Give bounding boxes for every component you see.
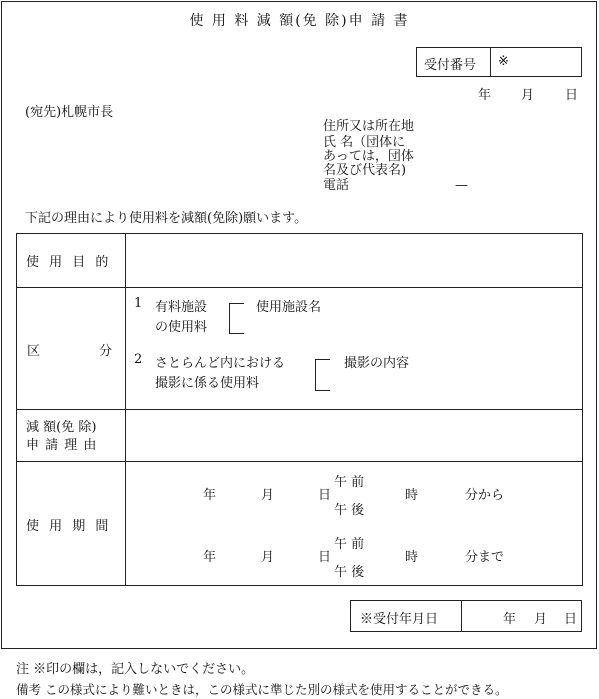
purpose-label: 使 用 目 的 — [26, 255, 112, 270]
receipt-date-label: ※受付年月日 — [360, 612, 439, 627]
receipt-number-divider — [490, 47, 491, 77]
receipt-number-label: 受付番号 — [424, 58, 477, 73]
phone-dash: — — [455, 178, 468, 193]
option2-line2: 撮影に係る使用料 — [155, 376, 260, 391]
category-label-right: 分 — [99, 344, 113, 359]
address-label: 住所又は所在地 — [323, 119, 415, 134]
period-to-month[interactable]: 月 — [261, 550, 275, 565]
period-from-hour[interactable]: 時 — [405, 488, 419, 503]
name-label-line2: あっては，団体 — [323, 149, 414, 164]
table-row-divider-1 — [16, 287, 583, 288]
name-label-line1: 氏 名（団体に — [323, 135, 406, 150]
phone-label: 電話 — [323, 178, 350, 193]
table-row-divider-3 — [16, 461, 583, 462]
period-from-year[interactable]: 年 — [203, 488, 217, 503]
option1-detail: 使用施設名 — [256, 300, 322, 315]
purpose-input-cell[interactable] — [127, 235, 581, 285]
date-year[interactable]: 年 — [478, 88, 492, 103]
date-day[interactable]: 日 — [565, 88, 579, 103]
reason-label-line1: 減 額(免 除) — [26, 420, 97, 435]
option1-bracket-bottom — [229, 316, 244, 334]
option1-line1: 有料施設 — [155, 300, 208, 315]
period-to-minute[interactable]: 分まで — [465, 550, 505, 565]
category-label-left: 区 — [27, 344, 41, 359]
addressee: (宛先)札幌市長 — [25, 105, 114, 120]
reason-label-line2: 申 請 理 由 — [26, 438, 98, 453]
footnote-note: 注 ※印の欄は，記入しないでください。 — [16, 662, 255, 677]
option2-detail: 撮影の内容 — [344, 356, 410, 371]
table-row-divider-2 — [16, 409, 583, 410]
option2-bracket-bottom — [315, 372, 330, 391]
period-label: 使 用 期 間 — [26, 519, 112, 534]
date-month[interactable]: 月 — [521, 88, 535, 103]
receipt-date-year[interactable]: 年 — [503, 612, 517, 627]
receipt-number-value[interactable]: ※ — [498, 54, 509, 69]
footnote-remark: 備考 この様式により難いときは，この様式に準じた別の様式を使用することができる。 — [16, 682, 508, 697]
option1-number: 1 — [134, 296, 143, 311]
option1-line2: の使用料 — [155, 320, 208, 335]
period-from-pm[interactable]: 午 後 — [334, 503, 365, 518]
period-from-month[interactable]: 月 — [261, 488, 275, 503]
period-from-minute[interactable]: 分から — [465, 488, 505, 503]
receipt-date-month[interactable]: 月 — [534, 612, 548, 627]
period-to-hour[interactable]: 時 — [405, 550, 419, 565]
form-title: 使 用 料 減 額(免 除)申 請 書 — [189, 13, 410, 29]
period-from-am[interactable]: 午 前 — [334, 475, 365, 490]
period-to-pm[interactable]: 午 後 — [334, 565, 365, 580]
period-to-year[interactable]: 年 — [203, 550, 217, 565]
name-label-line3: 名及び代表名) — [323, 163, 407, 178]
reason-input-cell[interactable] — [127, 411, 581, 459]
period-from-day[interactable]: 日 — [318, 488, 332, 503]
option2-line1: さとらんど内における — [155, 356, 286, 371]
request-sentence: 下記の理由により使用料を減額(免除)願います。 — [25, 211, 308, 226]
option2-number: 2 — [134, 352, 143, 367]
period-to-day[interactable]: 日 — [318, 550, 332, 565]
receipt-date-divider — [461, 600, 462, 632]
period-to-am[interactable]: 午 前 — [334, 537, 365, 552]
receipt-date-day[interactable]: 日 — [564, 612, 578, 627]
